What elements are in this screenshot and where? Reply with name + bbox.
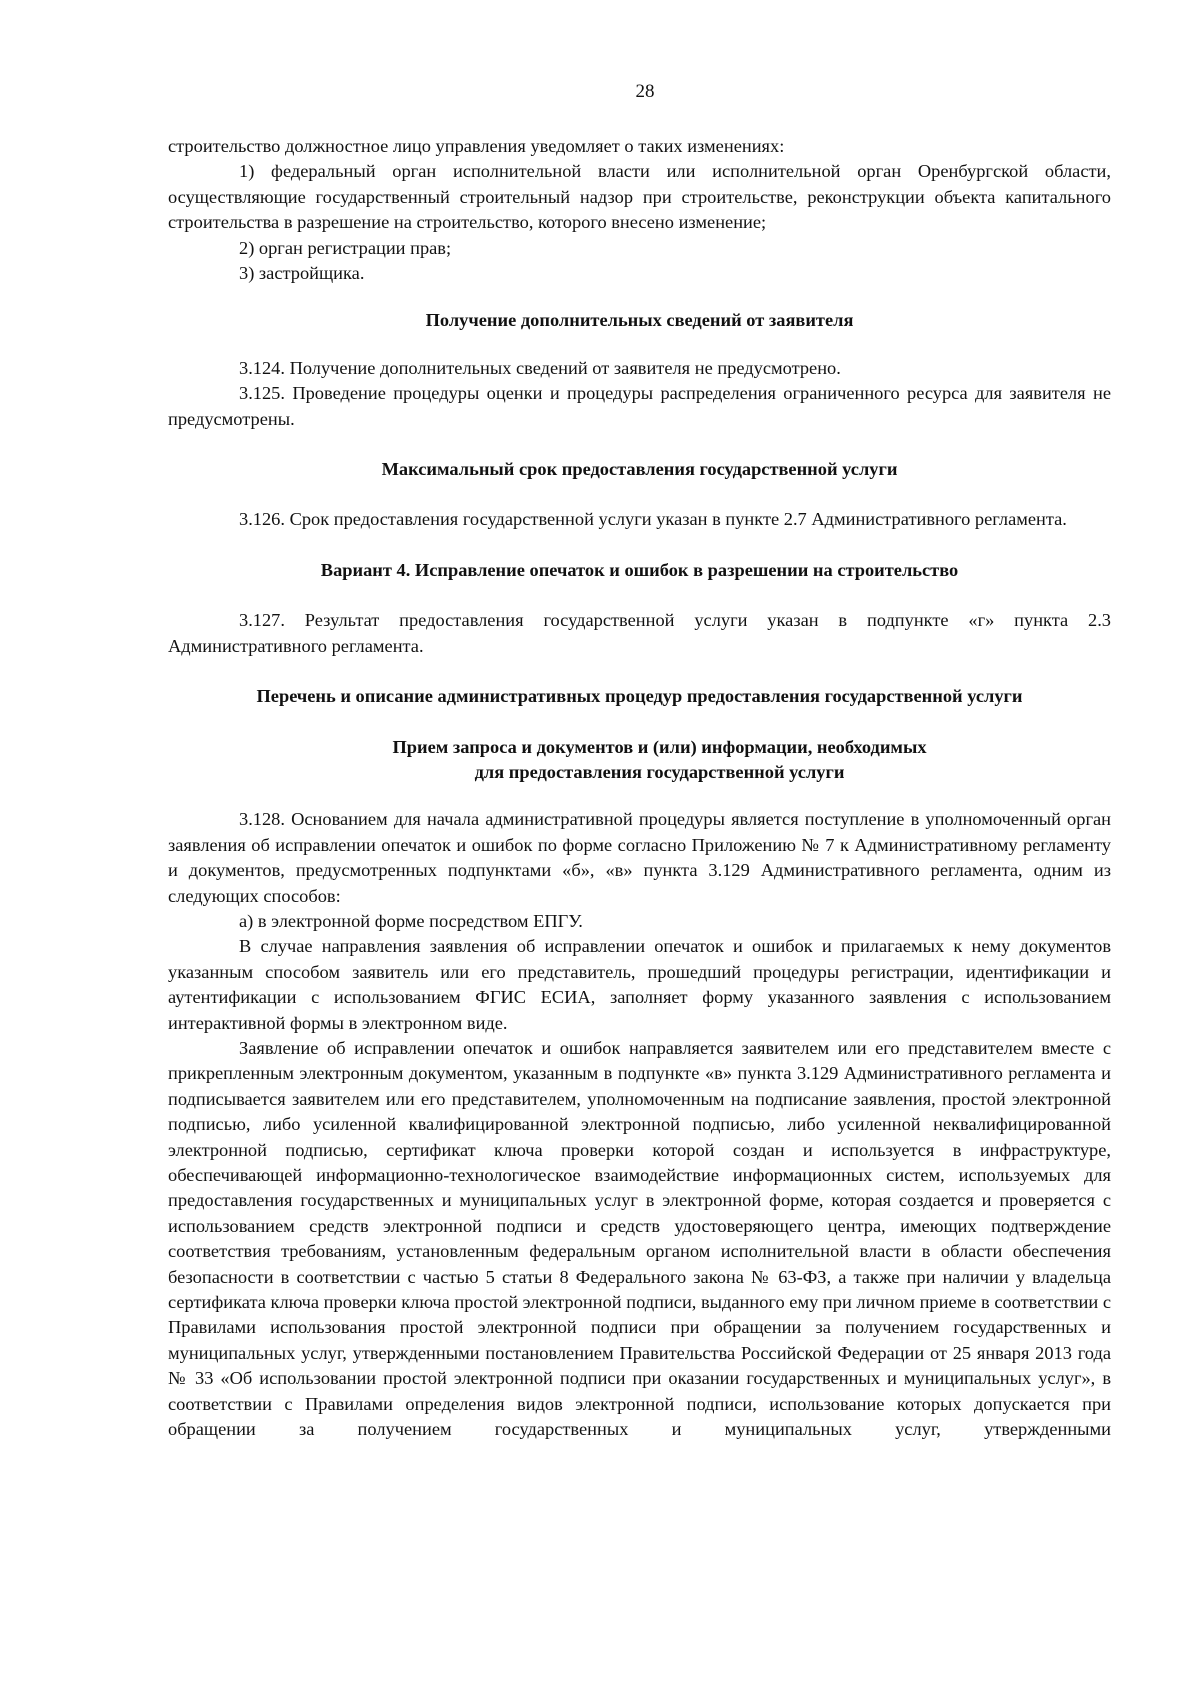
section-heading-max-term: Максимальный срок предоставления государственной услуги <box>381 459 898 480</box>
paragraph-electronic-submission: В случае направления заявления об исправлении опечаток и ошибок и прилагаемых к нему документов указанным способом заявитель или его представитель, прошедший процедуры регистрации, идентификации и аутентификации с использованием ФГИС ЕСИА, заполняет форму указанного заявления с использованием интерактивной формы в электронном виде. <box>168 936 1111 1033</box>
paragraph-signature-requirements: Заявление об исправлении опечаток и ошибок направляется заявителем или его представителем вместе с прикрепленным электронным документом, указанным в подпункте «в» пункта 3.129 Административного регламента и подписывается заявителем или его представителем, уполномоченным на подписание заявления, простой электронной подписью, либо усиленной квалифицированной электронной подписью, либо усиленной неквалифицированной электронной подписью, сертификат ключа проверки которой создан и используется в инфраструктуре, обеспечивающей информационно-технологическое взаимодействие информационных систем, используемых для предоставления государственных и муниципальных услуг в электронной форме, которая создается и проверяется с использованием средств электронной подписи и средств удостоверяющего центра, имеющих подтверждение соответствия требованиям, установленным федеральным органом исполнительной власти в области обеспечения безопасности в соответствии с частью 5 статьи 8 Федерального закона № 63-ФЗ, а также при наличии у владельца сертификата ключа проверки ключа простой электронной подписи, выданного ему при личном приеме в соответствии с Правилами использования простой электронной подписи при обращении за получением государственных и муниципальных услуг, утвержденными постановлением Правительства Российской Федерации от 25 января 2013 года № 33 «Об использовании простой электронной подписи при оказании государственных и муниципальных услуг», в соответствии с Правилами определения видов электронной подписи, использование которых допускается при обращении за получением государственных и муниципальных услуг, утвержденными <box>168 1037 1111 1440</box>
section-heading-request-intake-line1: Прием запроса и документов и (или) информации, необходимых <box>392 736 927 757</box>
section-heading-variant-4: Вариант 4. Исправление опечаток и ошибок в разрешении на строительство <box>320 559 959 580</box>
clause-3-128-a: а) в электронной форме посредством ЕПГУ. <box>239 910 583 931</box>
list-item-3: 3) застройщика. <box>239 263 365 284</box>
clause-3-127: 3.127. Результат предоставления государственной услуги указан в подпункте «г» пункта 2.3 Административного регламента. <box>168 610 1111 656</box>
section-heading-request-intake-line2: для предоставления государственной услуги <box>474 761 845 782</box>
section-heading-procedures-list: Перечень и описание административных процедур предоставления государственной услуги <box>256 686 1023 707</box>
list-item-2: 2) орган регистрации прав; <box>239 237 452 258</box>
clause-3-125: 3.125. Проведение процедуры оценки и процедуры распределения ограниченного ресурса для заявителя не предусмотрены. <box>168 383 1111 429</box>
clause-3-128: 3.128. Основанием для начала административной процедуры является поступление в уполномоченный орган заявления об исправлении опечаток и ошибок по форме согласно Приложению № 7 к Административному регламенту и документов, предусмотренных подпунктами «б», «в» пункта 3.129 Административного регламента, одним из следующих способов: <box>168 809 1111 906</box>
page-number: 28 <box>635 81 655 102</box>
document-body <box>168 134 1111 1442</box>
section-heading-additional-info: Получение дополнительных сведений от заявителя <box>425 310 854 331</box>
clause-3-126: 3.126. Срок предоставления государственной услуги указан в пункте 2.7 Административного регламента. <box>239 509 1067 530</box>
paragraph-continuation: строительство должностное лицо управления уведомляет о таких изменениях: <box>168 136 785 156</box>
clause-3-124: 3.124. Получение дополнительных сведений от заявителя не предусмотрено. <box>239 357 841 378</box>
list-item-1: 1) федеральный орган исполнительной власти или исполнительной орган Оренбургской области, осуществляющие государственный строительный надзор при строительстве, реконструкции объекта капитального строительства в разрешение на строительство, которого внесено изменение; <box>168 161 1111 233</box>
